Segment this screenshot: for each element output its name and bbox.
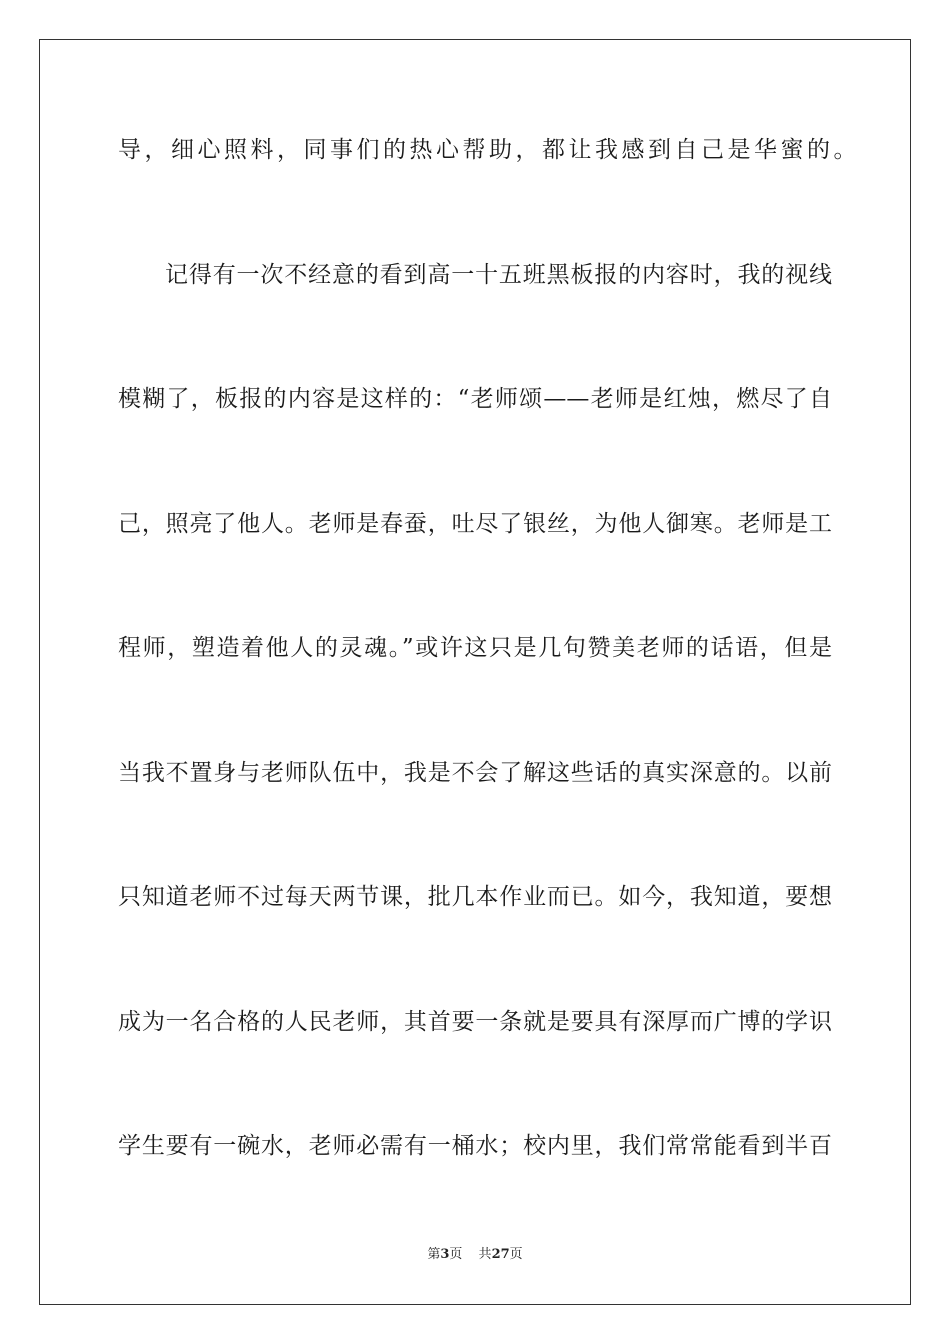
text-line-3: 模糊了，板报的内容是这样的：“老师颂——老师是红烛，燃尽了自 <box>118 386 832 412</box>
text-line-1: 导，细心照料，同事们的热心帮助，都让我感到自己是华蜜的。 <box>118 137 860 163</box>
page-number: 第3页 <box>427 1247 463 1262</box>
page-total: 共27页 <box>478 1247 523 1262</box>
text-line-6: 当我不置身与老师队伍中，我是不会了解这些话的真实深意的。以前 <box>118 760 832 786</box>
text-line-7: 只知道老师不过每天两节课，批几本作业而已。如今，我知道，要想 <box>118 884 832 910</box>
page-border <box>39 39 911 1305</box>
text-line-8: 成为一名合格的人民老师，其首要一条就是要具有深厚而广博的学识 <box>118 1009 832 1035</box>
text-line-2: 记得有一次不经意的看到高一十五班黑板报的内容时，我的视线 <box>165 262 832 288</box>
text-line-4: 己，照亮了他人。老师是春蚕，吐尽了银丝，为他人御寒。老师是工 <box>118 511 832 537</box>
text-line-9: 学生要有一碗水，老师必需有一桶水；校内里，我们常常能看到半百 <box>118 1133 832 1159</box>
page-footer <box>0 1246 950 1264</box>
text-line-5: 程师，塑造着他人的灵魂。”或许这只是几句赞美老师的话语，但是 <box>118 635 832 661</box>
